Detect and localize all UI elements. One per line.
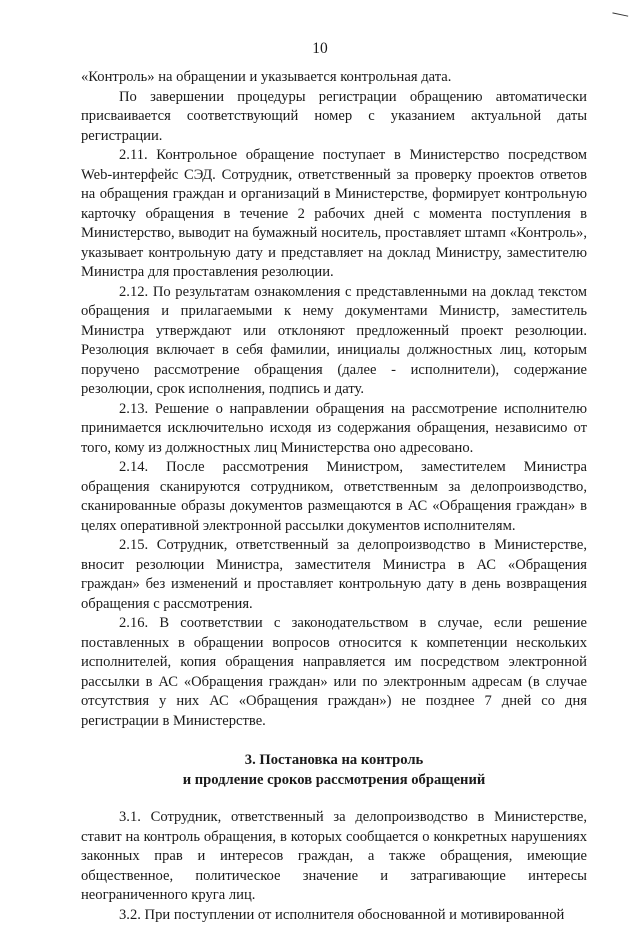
paragraph-2-16: 2.16. В соответствии с законодательством в случае, если решение поставленных в обращении вопросов относится к компетенции нескольких исполнителей, копия обращения направляется им посредством электронной рассылки в АС «Обращения граждан» или по электронным адресам (в случае отсутствия у них АС «Обращения граждан») не позднее 7 дней со дня регистрации в Министерстве. — [81, 614, 587, 731]
paragraph-2-11: 2.11. Контрольное обращение поступает в Министерство посредством Web-интерфейс СЭД. Сотрудник, ответственный за проверку проектов ответов на обращения граждан и организаций в Министерстве, формирует контрольную карточку обращения в течение 2 рабочих дней с момента поступления в Министерство, выводит на бумажный носитель, проставляет штамп «Контроль», указывает контрольную дату и представляет на доклад Министру, заместителю Министра для проставления резолюции. — [81, 146, 587, 283]
section-heading — [81, 751, 587, 790]
page-number: 10 — [0, 40, 640, 58]
document-body — [81, 68, 587, 925]
section-heading-line-1: 3. Постановка на контроль — [81, 751, 587, 771]
paragraph-2-13: 2.13. Решение о направлении обращения на рассмотрение исполнителю принимается исключительно исходя из содержания обращения, независимо от того, кому из должностных лиц Министерства оно адресовано. — [81, 400, 587, 459]
paragraph-2-14: 2.14. После рассмотрения Министром, заместителем Министра обращения сканируются сотрудником, ответственным за делопроизводство, сканированные образы документов размещаются в АС «Обращения граждан» в целях оперативной электронной рассылки документов исполнителям. — [81, 458, 587, 536]
section-heading-line-2: и продление сроков рассмотрения обращений — [81, 771, 587, 791]
corner-mark — [612, 12, 628, 19]
paragraph-2-15: 2.15. Сотрудник, ответственный за делопроизводство в Министерстве, вносит резолюции Министра, заместителя Министра в АС «Обращения граждан» без изменений и проставляет контрольную дату в день возвращения обращения с рассмотрения. — [81, 536, 587, 614]
spacer — [81, 790, 587, 808]
paragraph-registration: По завершении процедуры регистрации обращению автоматически присваивается соответствующий номер с указанием актуальной даты регистрации. — [81, 88, 587, 147]
paragraph-2-12: 2.12. По результатам ознакомления с представленными на доклад текстом обращения и прилагаемыми к нему документами Министр, заместитель Министра утверждают или отклоняют предложенный проект резолюции. Резолюция включает в себя фамилии, инициалы должностных лиц, которым поручено рассмотрение обращения (далее - исполнители), содержание резолюции, срок исполнения, подпись и дату. — [81, 283, 587, 400]
paragraph-3-1: 3.1. Сотрудник, ответственный за делопроизводство в Министерстве, ставит на контроль обращения, в которых сообщается о конкретных нарушениях законных прав и интересов граждан, а также обращения, имеющие общественное, политическое значение и затрагивающие интересы неограниченного круга лиц. — [81, 808, 587, 906]
spacer — [81, 731, 587, 751]
paragraph-continuation: «Контроль» на обращении и указывается контрольная дата. — [81, 68, 587, 88]
paragraph-3-2: 3.2. При поступлении от исполнителя обоснованной и мотивированной — [81, 906, 587, 925]
